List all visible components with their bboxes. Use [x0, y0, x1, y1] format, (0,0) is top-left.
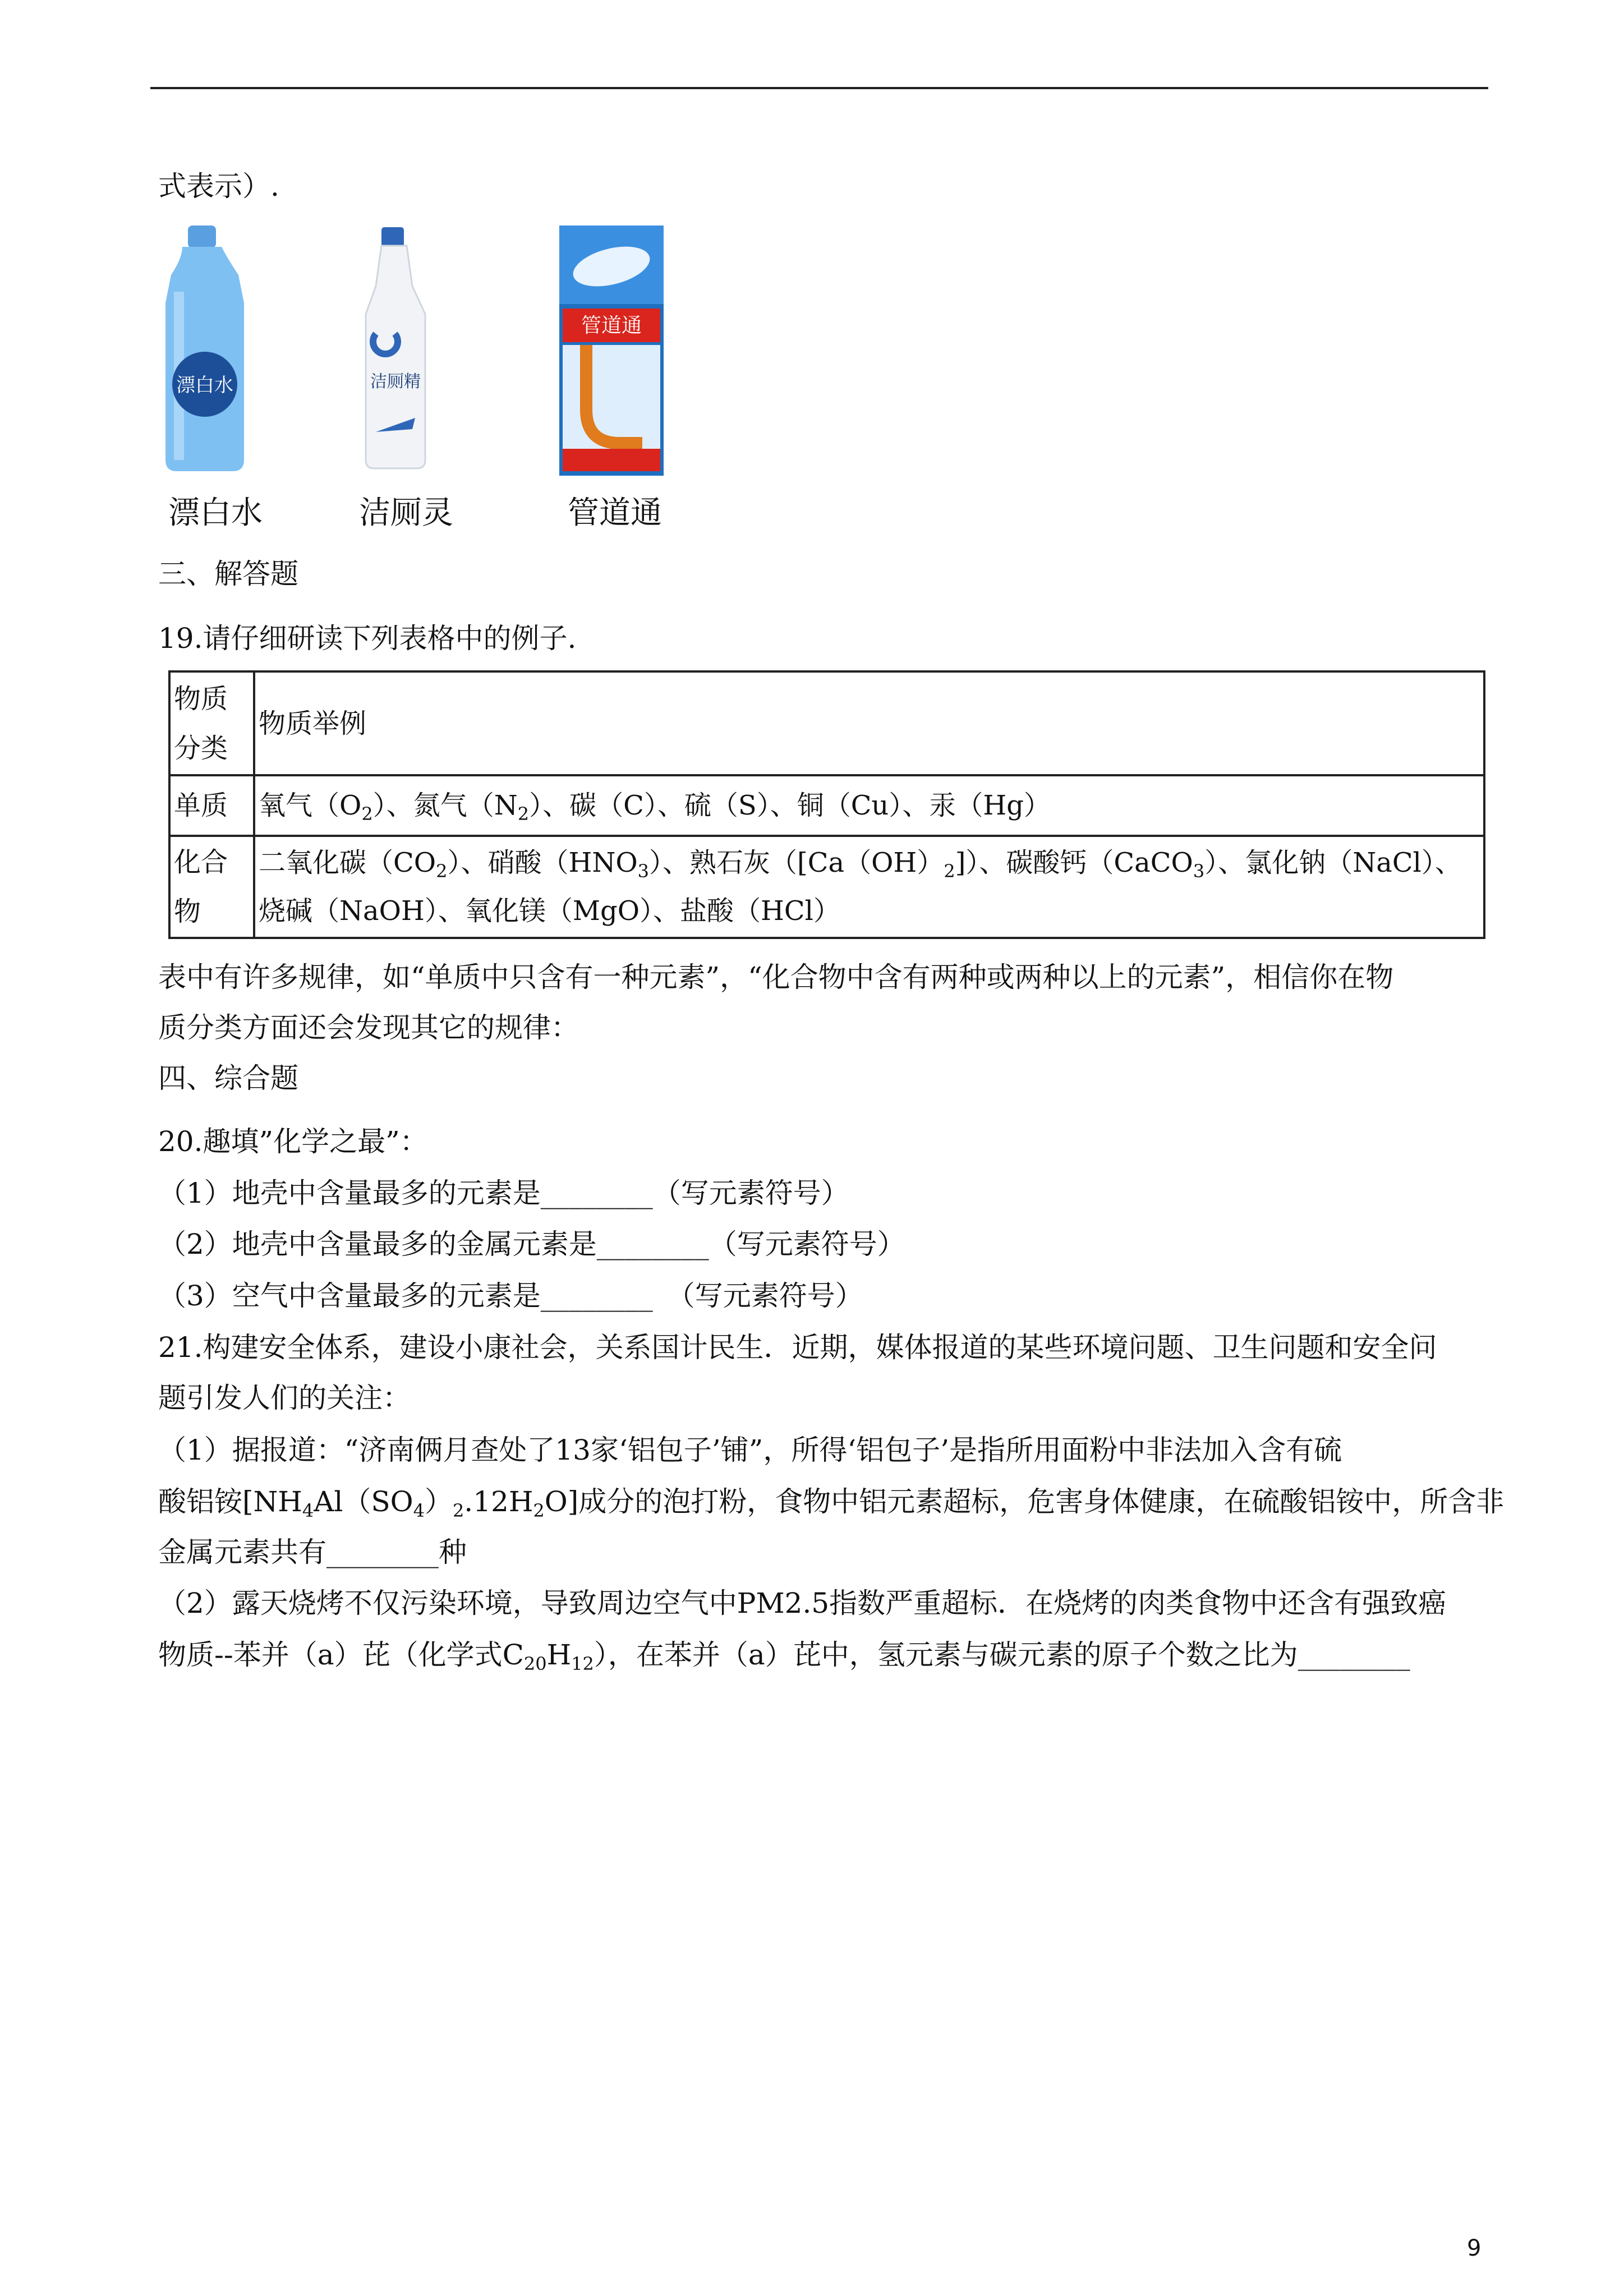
- section-heading-3: 三、解答题: [158, 558, 298, 590]
- bottle-label-text: 漂白水: [176, 374, 233, 397]
- question-20-item-3: （3）空气中含量最多的元素是________ （写元素符号）: [158, 1280, 863, 1312]
- header-rule: [150, 87, 1488, 89]
- page-number: 9: [1467, 2235, 1482, 2261]
- question-20-item-2: （2）地壳中含量最多的金属元素是________（写元素符号）: [158, 1228, 905, 1260]
- question-21-part-1-end: 金属元素共有________种: [158, 1536, 467, 1568]
- bottle-label-text: 洁厕精: [370, 372, 421, 392]
- package-label-text: 管道通: [581, 314, 642, 337]
- table-cell: 物质 分类: [169, 671, 254, 775]
- table-cell: 物质举例: [254, 671, 1484, 775]
- table-cell: 二氧化碳$(CO_2)$、硝酸$(HNO_3)$、熟石灰$([Ca(OH)_2])$、碳酸钙（CaCO$_3$）、氯化钠（NaCl）、 烧碱（NaOH）、氧化镁（MgO）、盐酸（HCl）: [254, 836, 1484, 938]
- table-row: [169, 775, 1484, 836]
- product-caption-toilet-cleaner: 洁厕灵: [359, 495, 453, 531]
- table-row: [169, 836, 1484, 938]
- table-cell: 氧气$(O_2)$、氮气$(N_2)$、碳（C）、硫（S）、铜（Cu）、汞（Hg）: [254, 775, 1484, 836]
- drain-cleaner-package-image: [558, 224, 665, 477]
- bleach-bottle-image: [160, 224, 250, 477]
- toilet-cleaner-bottle-image: [359, 224, 432, 471]
- paragraph-line: 质分类方面还会发现其它的规律：: [158, 1011, 579, 1044]
- product-caption-bleach: 漂白水: [168, 495, 263, 531]
- question-21-stem-cont: 题引发人们的关注：: [158, 1382, 411, 1414]
- question-21-part-2-cont: 物质--苯并（a）芘（化学式$C_{20}H_{12}$），在苯并（a）芘中，氢元素与碳元素的原子个数之比为________: [158, 1639, 1410, 1674]
- product-caption-drain-cleaner: 管道通: [568, 495, 662, 531]
- substance-classification-table: [168, 670, 1485, 939]
- continued-text: 式表示）.: [158, 170, 279, 203]
- question-21-part-1: （1）据报道：“济南俩月查处了13家‘铝包子’铺”，所得‘铝包子’是指所用面粉中非法加入含有硫: [158, 1434, 1342, 1466]
- table-cell: 化合 物: [169, 836, 254, 938]
- question-21-part-1-cont: 酸铝铵$[NH_4Al(SO_4)_2.12H_2O]$成分的泡打粉，食物中铝元素超标，危害身体健康，在硫酸铝铵中，所含非: [158, 1485, 1505, 1521]
- paragraph-line: 表中有许多规律，如“单质中只含有一种元素”，“化合物中含有两种或两种以上的元素”，相信你在物: [158, 961, 1394, 993]
- section-heading-4: 四、综合题: [158, 1062, 298, 1094]
- question-20-stem: 20.趣填”化学之最”：: [158, 1125, 428, 1158]
- question-19-stem: 19.请仔细研读下列表格中的例子.: [158, 622, 577, 655]
- question-21-part-2: （2）露天烧烤不仅污染环境，导致周边空气中PM2.5指数严重超标．在烧烤的肉类食物中还含有强致癌: [158, 1587, 1447, 1619]
- table-row: [169, 671, 1484, 775]
- question-20-item-1: （1）地壳中含量最多的元素是________（写元素符号）: [158, 1177, 849, 1209]
- question-21-stem: 21.构建安全体系，建设小康社会，关系国计民生．近期，媒体报道的某些环境问题、卫生问题和安全问: [158, 1331, 1437, 1364]
- table-cell: 单质: [169, 775, 254, 836]
